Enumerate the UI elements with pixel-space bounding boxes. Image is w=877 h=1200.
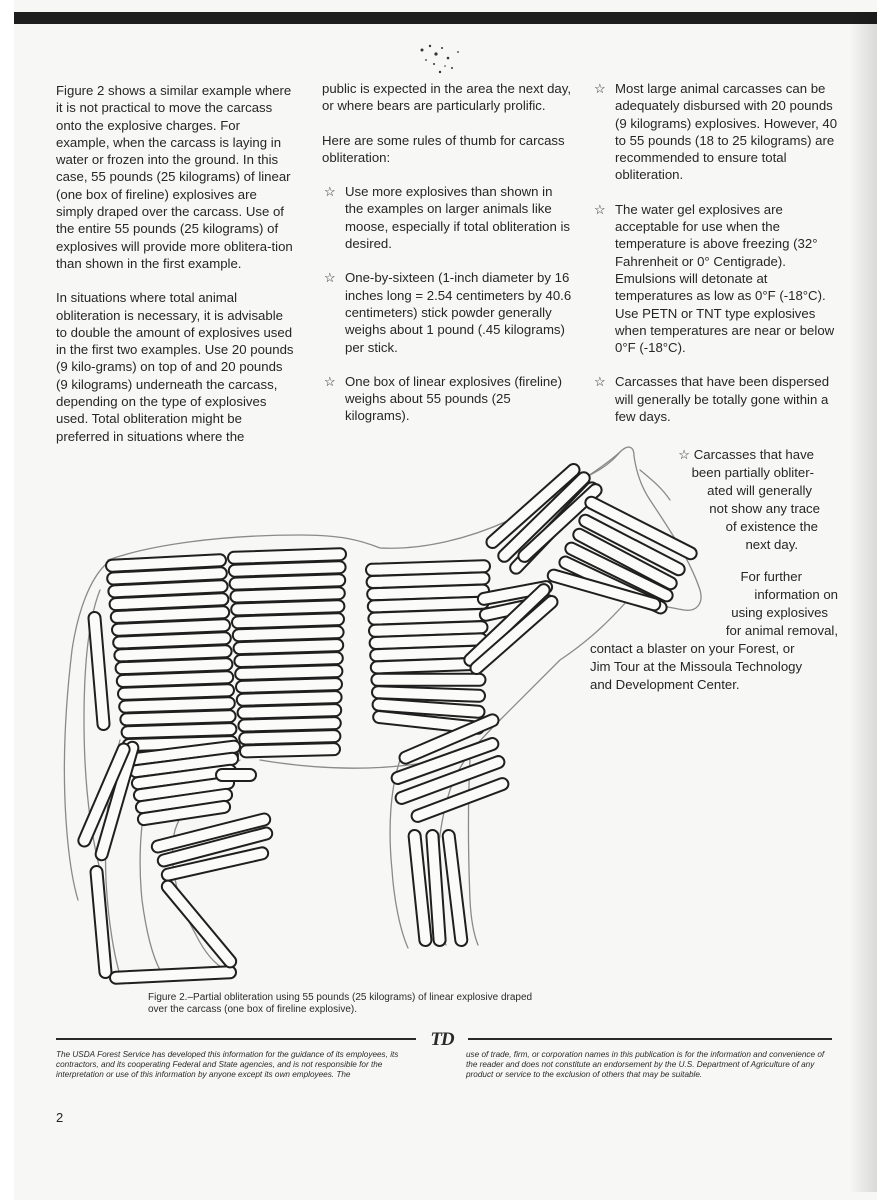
disclaimer-right: use of trade, firm, or corporation names in this publication is for the information and convenience of the reader and does not constitute an endorsement by the U.S. Department of Agriculture of any product or service to the exclusion of others that may be suitable. bbox=[466, 1050, 825, 1079]
star-bullet-icon: ☆ bbox=[594, 81, 606, 96]
footer-rule-right bbox=[468, 1038, 832, 1040]
contact-info bbox=[560, 568, 840, 694]
footer-rule-left bbox=[56, 1038, 416, 1040]
paragraph: Here are some rules of thumb for carcass obliteration: bbox=[322, 132, 565, 165]
bullet-line: ated will generally bbox=[707, 483, 812, 498]
explosive-stick bbox=[110, 966, 237, 984]
star-bullet-icon: ☆ bbox=[678, 447, 691, 462]
explosive-stick bbox=[90, 865, 112, 978]
bullet-line bbox=[600, 446, 820, 464]
explosive-stick bbox=[442, 829, 468, 946]
contact-line: contact a blaster on your Forest, or bbox=[590, 641, 795, 656]
bullet-text: Carcasses that have been dispersed will generally be totally gone within a few days. bbox=[615, 374, 830, 425]
contact-line: for animal removal, bbox=[725, 623, 838, 638]
bullet-text: Carcasses that have bbox=[693, 447, 814, 462]
star-bullet-icon: ☆ bbox=[594, 201, 606, 217]
star-bullet-icon: ☆ bbox=[324, 270, 336, 286]
contact-line: and Development Center. bbox=[590, 677, 740, 692]
paragraph: Figure 2 shows a similar example where it is not practical to move the carcass onto the explosive charges. For example, when the carcass is laying in water or frozen into the ground. In this case, 55 pounds (25 kilograms) of linear (one box of fireline) explosives are simply draped over the carcass. Use of the entire 55 pounds (25 kilograms) of explosives will provide more oblitera-tion than shown in the first example. bbox=[56, 83, 293, 271]
bullet-line: not show any trace bbox=[709, 501, 820, 516]
explosive-stick bbox=[371, 674, 485, 686]
contact-line: using explosives bbox=[731, 605, 828, 620]
page-number: 2 bbox=[56, 1110, 64, 1125]
contact-line: For further bbox=[740, 569, 802, 584]
explosive-stick bbox=[88, 611, 110, 730]
paragraph: In situations where total animal obliteration is necessary, it is advisable to double the amount of explosives used in the first two examples. Use 20 pounds (9 kilo-grams) on top of and 20 pounds (9 kilograms) underneath the carcass, depending on the type of explosives used. Total obliteration might be preferred in situations where the bbox=[56, 290, 294, 444]
star-bullet-icon: ☆ bbox=[324, 373, 336, 389]
bullet-text: Most large animal carcasses can be adequately disbursed with 20 pounds (9 kilograms) explosives. However, 40 to 55 pounds (18 to 25 kilograms) are recommended to ensure total obliteration. bbox=[615, 81, 838, 183]
bullet-text: One box of linear explosives (fireline) weighs about 55 pounds (25 kilograms). bbox=[345, 373, 562, 424]
explosive-stick bbox=[216, 769, 256, 781]
td-logo: TD bbox=[430, 1029, 454, 1050]
paragraph: public is expected in the area the next day, or where bears are particularly prolific. bbox=[322, 81, 572, 114]
bullet-line: next day. bbox=[745, 537, 798, 552]
figure-caption: Figure 2.–Partial obliteration using 55 pounds (25 kilograms) of linear explosive draped over the carcass (one box of fireline explosive). bbox=[148, 992, 533, 1015]
contact-line: information on bbox=[754, 587, 838, 602]
disclaimer-left: The USDA Forest Service has developed this information for the guidance of its employees, its contractors, and its cooperating Federal and State agencies, and is not responsible for the interpretation or use of this information by anyone except its own employees. The bbox=[56, 1050, 399, 1079]
partial-obliteration-bullet bbox=[600, 446, 820, 554]
star-bullet-icon: ☆ bbox=[324, 184, 336, 200]
bullet-line: of existence the bbox=[725, 519, 818, 534]
bullet-text: The water gel explosives are acceptable for use when the temperature is above freezing (32° Fahrenheit or 0° Centigrade). Emulsions will detonate at temperatures as low as 0°F (-18°C). Use PETN or TNT type explosives when temperatures are near or below 0°F (-18°C). bbox=[615, 201, 835, 356]
contact-line: Jim Tour at the Missoula Technology bbox=[590, 659, 803, 674]
star-bullet-icon: ☆ bbox=[594, 374, 606, 390]
explosive-stick bbox=[240, 743, 340, 757]
bullet-text: Use more explosives than shown in the examples on larger animals like moose, especially if total obliteration is desired. bbox=[345, 184, 571, 252]
bullet-text: One-by-sixteen (1-inch diameter by 16 inches long = 2.54 centimeters by 40.6 centimeters) stick powder generally weighs about 1 pound (.45 kilograms) per stick. bbox=[345, 270, 572, 355]
explosive-stick bbox=[159, 878, 238, 970]
bullet-line: been partially obliter- bbox=[691, 465, 814, 480]
